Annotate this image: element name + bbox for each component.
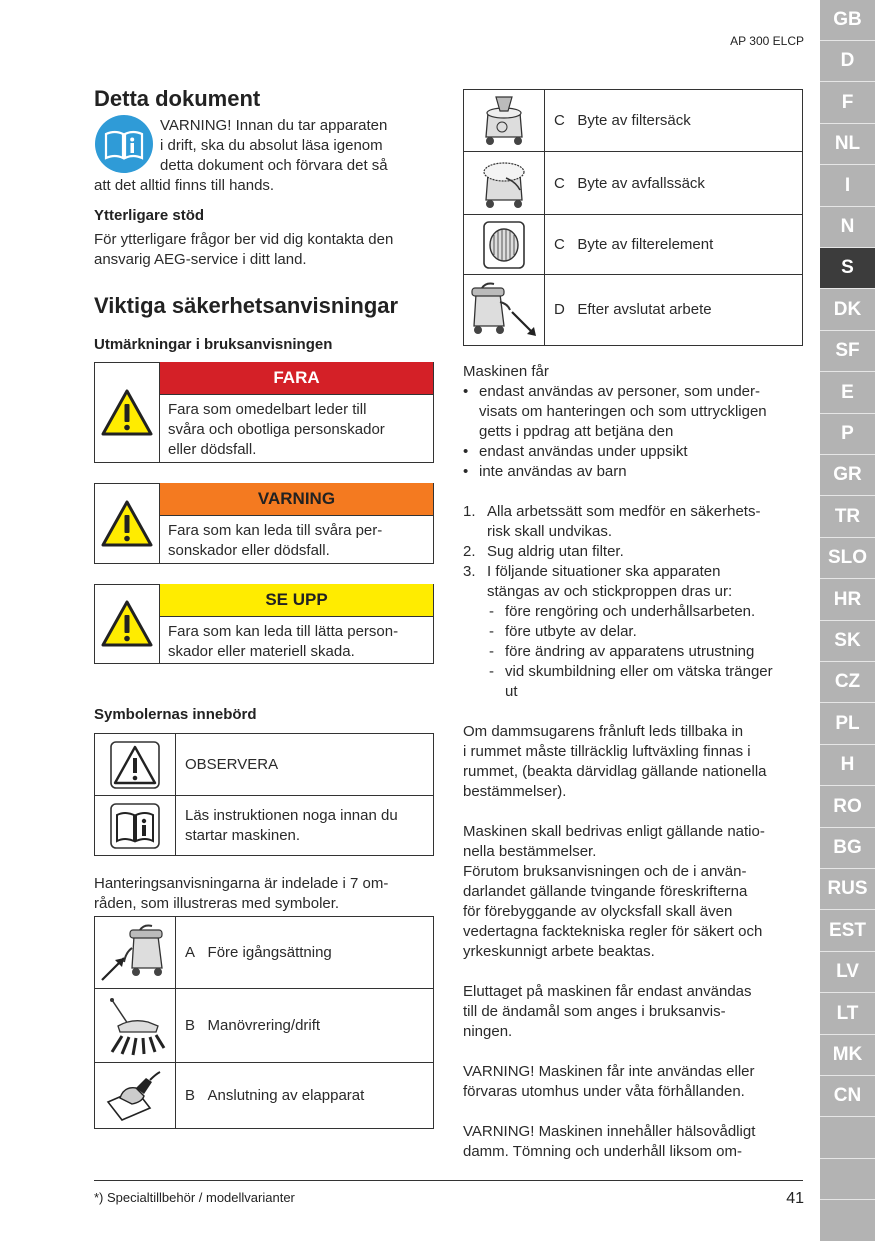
language-tab-est[interactable]: EST <box>820 911 875 952</box>
bullet-text: endast användas under uppsikt <box>479 443 688 460</box>
vacuum-waste-bag-icon <box>476 156 534 210</box>
warning-text: svåra och obotliga personskador <box>168 421 385 438</box>
bullet-text: getts i ppdrag att betjäna den <box>479 423 674 440</box>
language-tab-sk[interactable]: SK <box>820 621 875 662</box>
language-tab-lt[interactable]: LT <box>820 994 875 1035</box>
language-tab-gb[interactable]: GB <box>820 0 875 41</box>
manual-icon <box>110 803 160 849</box>
language-tab-gr[interactable]: GR <box>820 455 875 496</box>
paragraph-line: bestämmelser). <box>463 783 567 800</box>
paragraph-line: till de ändamål som anges i bruksanvis- <box>463 1003 726 1020</box>
language-tab-mk[interactable]: MK <box>820 1035 875 1076</box>
language-sidebar <box>820 0 875 1241</box>
dash-mark: - <box>489 603 494 620</box>
list-number: 2. <box>463 543 476 560</box>
paragraph-line: darlandet gällande tvingande föreskrifterna <box>463 883 748 900</box>
section-title-safety: Viktiga säkerhetsanvisningar <box>94 293 399 318</box>
power-tool-icon <box>102 1068 164 1124</box>
intro-line: VARNING! Innan du tar apparaten <box>160 117 388 134</box>
warning-text: Fara som omedelbart leder till <box>168 401 367 418</box>
support-text: ansvarig AEG-service i ditt land. <box>94 251 307 268</box>
paragraph-line: damm. Tömning och underhåll liksom om- <box>463 1143 743 1160</box>
dash-text: före utbyte av delar. <box>505 623 637 640</box>
filter-element-icon <box>483 221 525 269</box>
intro-line: i drift, ska du absolut läsa igenom <box>160 137 383 154</box>
vacuum-arrow-out-icon <box>466 280 542 342</box>
paragraph-line: vedertagna facktekniska regler för säkert och <box>463 923 763 940</box>
footer-rule <box>94 1180 803 1181</box>
paragraph-line: nella bestämmelser. <box>463 843 597 860</box>
language-tab-i[interactable]: I <box>820 166 875 207</box>
paragraph-line: ningen. <box>463 1023 513 1040</box>
paragraph-line: yrkeskunnigt arbete beaktas. <box>463 943 655 960</box>
language-tab-d[interactable]: D <box>820 41 875 82</box>
symbol-text: Läs instruktionen noga innan du <box>185 807 398 824</box>
language-tab-e[interactable]: E <box>820 373 875 414</box>
step-text: D Efter avslutat arbete <box>554 301 712 318</box>
numbered-text: I följande situationer ska apparaten <box>487 563 721 580</box>
language-tab-s[interactable]: S <box>820 248 875 289</box>
machine-intro: Maskinen får <box>463 363 549 380</box>
step-text: B Manövrering/drift <box>185 1017 321 1034</box>
language-tab-slo[interactable]: SLO <box>820 538 875 579</box>
dash-text: vid skumbildning eller om vätska tränger <box>505 663 773 680</box>
language-tab-empty[interactable] <box>820 1159 875 1200</box>
vacuum-filter-bag-icon <box>476 93 534 147</box>
warning-text: eller dödsfall. <box>168 441 257 458</box>
language-tab-hr[interactable]: HR <box>820 580 875 621</box>
language-tab-ro[interactable]: RO <box>820 787 875 828</box>
numbered-text: Alla arbetssätt som medför en säkerhets- <box>487 503 761 520</box>
language-tab-dk[interactable]: DK <box>820 290 875 331</box>
vacuum-arrow-in-icon <box>96 922 172 984</box>
step-text: A Före igångsättning <box>185 944 332 961</box>
paragraph-line: i rummet måste tillräcklig luftväxling finnas i <box>463 743 751 760</box>
dash-mark: - <box>489 623 494 640</box>
intro-line: att det alltid finns till hands. <box>94 177 275 194</box>
numbered-text: Sug aldrig utan filter. <box>487 543 624 560</box>
floor-nozzle-icon <box>102 996 166 1056</box>
language-tab-cz[interactable]: CZ <box>820 662 875 703</box>
model-name: AP 300 ELCP <box>730 34 804 48</box>
bullet-dot: • <box>463 443 469 460</box>
language-tab-tr[interactable]: TR <box>820 497 875 538</box>
signal-word: FARA <box>160 362 433 395</box>
warning-triangle-icon <box>110 741 160 789</box>
language-tab-empty[interactable] <box>820 1118 875 1159</box>
paragraph-line: för förebyggande av olycksfall skall även <box>463 903 733 920</box>
paragraph-line: rummet, (beakta därvidlag gällande nationella <box>463 763 767 780</box>
paragraph-line: Om dammsugarens frånluft leds tillbaka in <box>463 723 744 740</box>
support-text: För ytterligare frågor ber vid dig kontakta den <box>94 231 394 248</box>
warning-text: sonskador eller dödsfall. <box>168 542 330 559</box>
warning-text: Fara som kan leda till lätta person- <box>168 623 399 640</box>
numbered-text: stängas av och stickproppen dras ur: <box>487 583 733 600</box>
language-tab-cn[interactable]: CN <box>820 1076 875 1117</box>
symbol-text: startar maskinen. <box>185 827 301 844</box>
language-tab-h[interactable]: H <box>820 745 875 786</box>
dash-text: före rengöring och underhållsarbeten. <box>505 603 756 620</box>
dash-text: ut <box>505 683 518 700</box>
step-text: B Anslutning av elapparat <box>185 1087 365 1104</box>
dash-mark: - <box>489 643 494 660</box>
language-tab-n[interactable]: N <box>820 207 875 248</box>
intro-line: detta dokument och förvara det så <box>160 157 388 174</box>
read-manual-icon <box>94 114 154 174</box>
language-tab-nl[interactable]: NL <box>820 124 875 165</box>
language-tab-pl[interactable]: PL <box>820 704 875 745</box>
signal-word: SE UPP <box>160 584 433 617</box>
support-heading: Ytterligare stöd <box>94 207 205 224</box>
paragraph-line: Maskinen skall bedrivas enligt gällande natio- <box>463 823 765 840</box>
section-title-document: Detta dokument <box>94 86 261 111</box>
dash-mark: - <box>489 663 494 680</box>
paragraph-line: VARNING! Maskinen innehåller hälsovådligt <box>463 1123 756 1140</box>
bullet-dot: • <box>463 383 469 400</box>
step-text: C Byte av avfallssäck <box>554 175 705 192</box>
language-tab-f[interactable]: F <box>820 83 875 124</box>
danger-triangle-icon <box>100 499 154 549</box>
paragraph-line: Eluttaget på maskinen får endast användas <box>463 983 752 1000</box>
handling-intro: råden, som illustreras med symboler. <box>94 895 340 912</box>
paragraph-line: VARNING! Maskinen får inte användas eller <box>463 1063 755 1080</box>
handling-intro: Hanteringsanvisningarna är indelade i 7 om- <box>94 875 389 892</box>
language-tab-bg[interactable]: BG <box>820 828 875 869</box>
language-tab-rus[interactable]: RUS <box>820 869 875 910</box>
numbered-text: risk skall undvikas. <box>487 523 613 540</box>
symbol-text: OBSERVERA <box>185 756 279 773</box>
page-number: 41 <box>786 1190 804 1207</box>
danger-triangle-icon <box>100 388 154 438</box>
paragraph-line: Förutom bruksanvisningen och de i använ- <box>463 863 747 880</box>
warning-text: skador eller materiell skada. <box>168 643 355 660</box>
bullet-text: visats om hanteringen och som uttryckligen <box>479 403 767 420</box>
footer-note: *) Specialtillbehör / modellvarianter <box>94 1190 295 1205</box>
dash-text: före ändring av apparatens utrustning <box>505 643 755 660</box>
paragraph-line: förvaras utomhus under våta förhållanden. <box>463 1083 745 1100</box>
bullet-text: inte användas av barn <box>479 463 627 480</box>
step-text: C Byte av filterelement <box>554 236 714 253</box>
language-tab-p[interactable]: P <box>820 414 875 455</box>
signal-word: VARNING <box>160 483 433 516</box>
step-text: C Byte av filtersäck <box>554 112 691 129</box>
bullet-text: endast användas av personer, som under- <box>479 383 761 400</box>
warning-text: Fara som kan leda till svåra per- <box>168 522 383 539</box>
language-tab-lv[interactable]: LV <box>820 952 875 993</box>
danger-triangle-icon <box>100 599 154 649</box>
list-number: 1. <box>463 503 476 520</box>
list-number: 3. <box>463 563 476 580</box>
bullet-dot: • <box>463 463 469 480</box>
language-tab-sf[interactable]: SF <box>820 331 875 372</box>
marks-heading: Utmärkningar i bruksanvisningen <box>94 336 333 353</box>
symbols-heading: Symbolernas innebörd <box>94 706 257 723</box>
